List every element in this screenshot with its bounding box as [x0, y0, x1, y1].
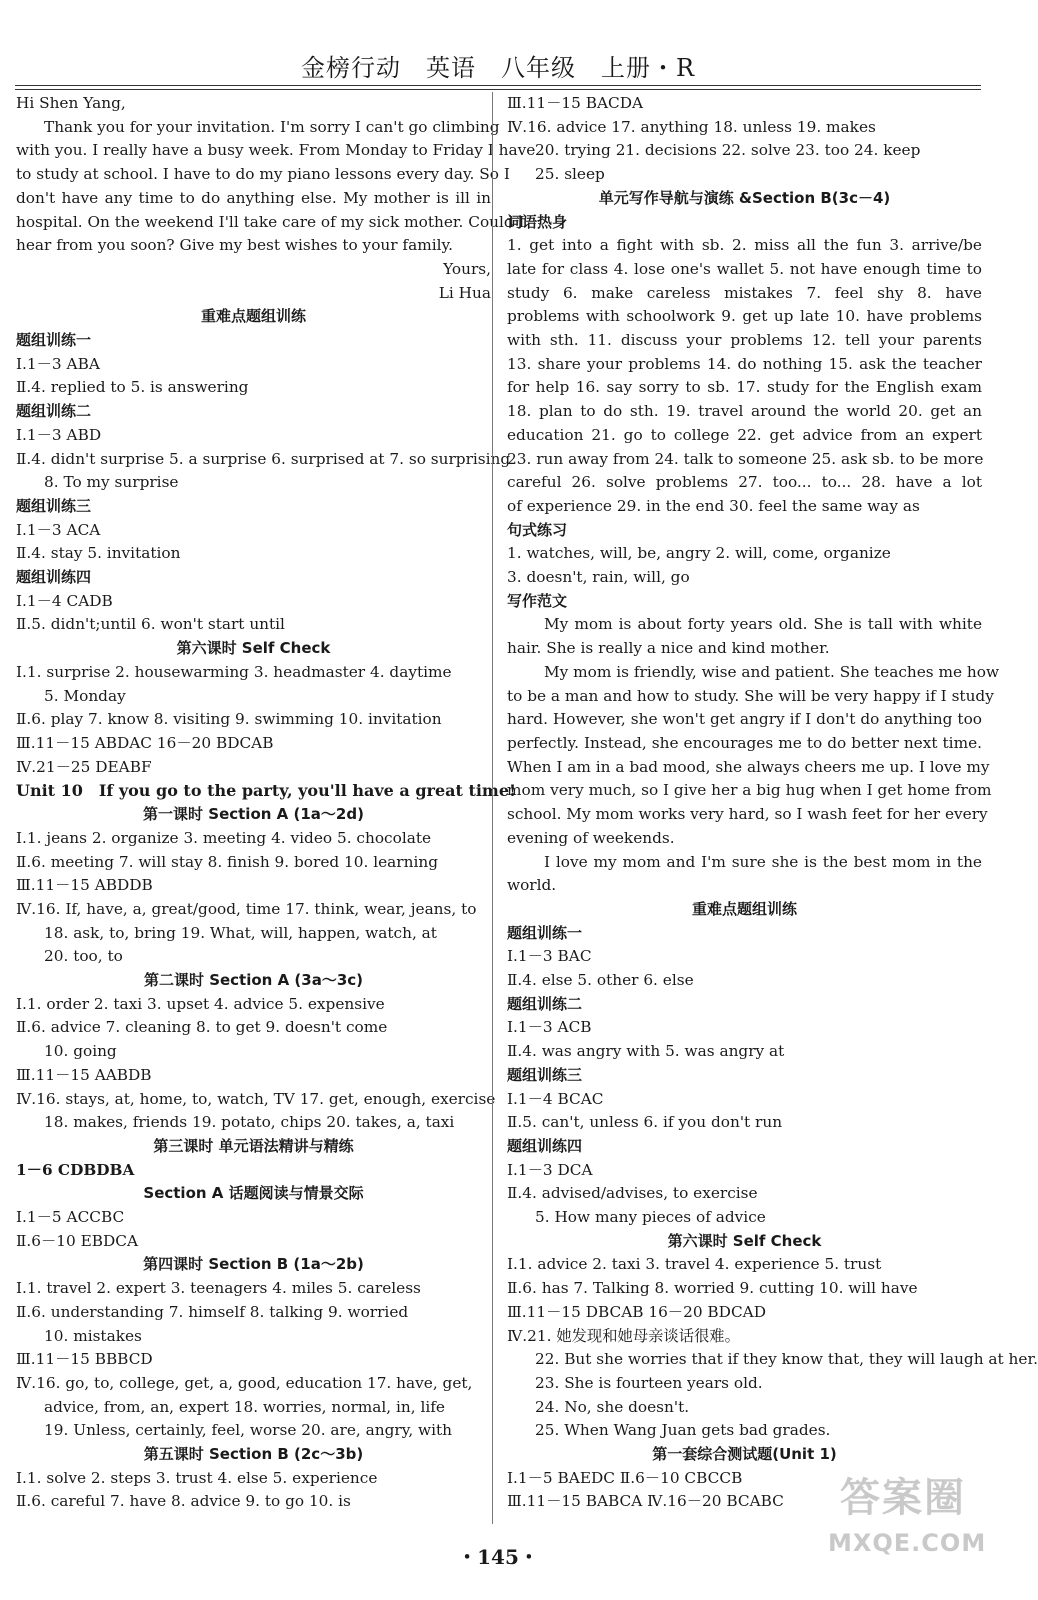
- paragraph-line: late for class 4. lose one's wallet 5. not have enough time to: [507, 259, 982, 278]
- answer-line: Ⅲ.11－15 ABDAC 16－20 BDCAB: [16, 733, 274, 752]
- answer-line: Hi Shen Yang,: [16, 94, 126, 112]
- paragraph-line: I love my mom and I'm sure she is the best mom in the: [544, 852, 982, 871]
- answer-line: 10. mistakes: [44, 1326, 142, 1345]
- paragraph-line: to be a man and how to study. She will be very happy if I study: [507, 686, 994, 705]
- answer-line: Ⅰ.1－3 ACA: [16, 520, 101, 539]
- answer-line: 10. going: [44, 1042, 117, 1061]
- paragraph-line: evening of weekends.: [507, 828, 675, 847]
- answer-line: Ⅱ.6. has 7. Talking 8. worried 9. cutting 10. will have: [507, 1279, 918, 1298]
- paragraph-line: problems with schoolwork 9. get up late 10. have problems: [507, 307, 982, 326]
- subsection-heading: 题组训练四: [16, 568, 92, 587]
- answer-line: Ⅱ.4. was angry with 5. was angry at: [507, 1042, 785, 1061]
- answer-line: 3. doesn't, rain, will, go: [507, 568, 690, 587]
- answer-line: Ⅲ.11－15 ABDDB: [16, 876, 153, 895]
- paragraph-line: 18. plan to do sth. 19. travel around the world 20. get an: [507, 402, 982, 421]
- header-rule: [15, 85, 981, 86]
- answer-line: Ⅱ.5. didn't;until 6. won't start until: [16, 615, 285, 634]
- section-title: 第四课时 Section B (1a～2b): [143, 1255, 364, 1274]
- paragraph-line: My mom is about forty years old. She is tall with white: [544, 615, 982, 634]
- answer-line: 5. How many pieces of advice: [535, 1208, 766, 1227]
- answer-line: Ⅰ.1－4 CADB: [16, 591, 113, 610]
- answer-line: Ⅰ.1－3 ABA: [16, 354, 100, 373]
- paragraph-line: don't have any time to do anything else. My mother is ill in: [16, 188, 491, 207]
- section-title: 第六课时 Self Check: [176, 639, 331, 658]
- paragraph-line: 23. run away from 24. talk to someone 25. ask sb. to be more: [507, 449, 984, 468]
- answer-line: Ⅳ.16. stays, at, home, to, watch, TV 17. get, enough, exercise: [16, 1089, 496, 1108]
- answer-line: 18. ask, to, bring 19. What, will, happen, watch, at: [44, 923, 437, 942]
- paragraph-line: education 21. go to college 22. get advice from an expert: [507, 425, 982, 444]
- answer-line: 1. watches, will, be, angry 2. will, come, organize: [507, 544, 891, 563]
- subsection-heading: 题组训练二: [16, 402, 92, 421]
- paragraph-line: hard. However, she won't get angry if I don't do anything too: [507, 710, 982, 729]
- answer-line: Ⅱ.6. play 7. know 8. visiting 9. swimming 10. invitation: [16, 710, 442, 729]
- answer-line: 23. She is fourteen years old.: [535, 1373, 763, 1392]
- subsection-heading: 题组训练三: [507, 1065, 583, 1084]
- answer-line: Ⅱ.6. meeting 7. will stay 8. finish 9. bored 10. learning: [16, 852, 438, 871]
- paragraph-line: to study at school. I have to do my piano lessons every day. So I: [16, 165, 510, 184]
- subsection-heading: 题组训练四: [507, 1136, 583, 1155]
- answer-line: Ⅰ.1－5 BAEDC Ⅱ.6－10 CBCCB: [507, 1468, 743, 1487]
- answer-line: 8. To my surprise: [44, 473, 179, 492]
- paragraph-line: mom very much, so I give her a big hug when I get home from: [507, 781, 992, 800]
- answer-line: Li Hua: [438, 283, 491, 302]
- paragraph-line: hear from you soon? Give my best wishes to your family.: [16, 236, 453, 255]
- paragraph-line: hospital. On the weekend I'll take care of my sick mother. Could I: [16, 212, 525, 231]
- answer-line: Ⅲ.11－15 BABCA Ⅳ.16－20 BCABC: [507, 1492, 784, 1511]
- subsection-heading: 句式练习: [507, 520, 568, 539]
- answer-line: Ⅳ.16. If, have, a, great/good, time 17. think, wear, jeans, to: [16, 899, 477, 918]
- paragraph-line: school. My mom works very hard, so I wash feet for her every: [507, 805, 988, 824]
- answer-line: Ⅰ.1－5 ACCBC: [16, 1208, 125, 1227]
- answer-line: Ⅳ.21. 她发现和她母亲谈话很难。: [507, 1326, 740, 1345]
- watermark-logo: [828, 1468, 987, 1588]
- answer-line: Yours,: [443, 259, 491, 278]
- answer-line: Ⅱ.6－10 EBDCA: [16, 1231, 139, 1250]
- section-title: 第三课时 单元语法精讲与精练: [153, 1136, 354, 1155]
- subsection-heading: 题组训练二: [507, 994, 583, 1013]
- header-rule-secondary: [15, 89, 981, 90]
- answer-line: 20. trying 21. decisions 22. solve 23. too 24. keep: [535, 141, 921, 160]
- answer-line: Ⅱ.5. can't, unless 6. if you don't run: [507, 1113, 783, 1132]
- paragraph-line: of experience 29. in the end 30. feel the same way as: [507, 496, 920, 515]
- page-number: ・145・: [457, 1545, 539, 1569]
- answer-line: Ⅰ.1－3 BAC: [507, 947, 592, 966]
- section-title: 单元写作导航与演练 &Section B(3c－4): [598, 188, 891, 207]
- answer-line: 20. too, to: [44, 947, 123, 966]
- paragraph-line: with you. I really have a busy week. From Monday to Friday I have: [16, 141, 536, 160]
- subsection-heading: 写作范文: [507, 591, 568, 610]
- paragraph-line: with sth. 11. discuss your problems 12. tell your parents: [507, 331, 982, 350]
- answer-line: 18. makes, friends 19. potato, chips 20. takes, a, taxi: [44, 1113, 455, 1132]
- paragraph-line: perfectly. Instead, she encourages me to do better next time.: [507, 733, 982, 752]
- paragraph-line: careful 26. solve problems 27. too... to... 28. have a lot: [507, 473, 982, 492]
- watermark-mark: 答案圈: [840, 1475, 966, 1521]
- answer-line: Ⅳ.16. advice 17. anything 18. unless 19. makes: [507, 117, 876, 136]
- section-title: Section A 话题阅读与情景交际: [143, 1184, 364, 1203]
- answer-line: 19. Unless, certainly, feel, worse 20. are, angry, with: [44, 1421, 453, 1440]
- answer-line: 24. No, she doesn't.: [535, 1397, 690, 1416]
- answer-line: 1－6 CDBDBA: [16, 1160, 135, 1179]
- answer-line: Ⅲ.11－15 BBBCD: [16, 1350, 153, 1369]
- section-title: 第六课时 Self Check: [667, 1231, 822, 1250]
- subsection-heading: 题组训练一: [16, 331, 92, 350]
- answer-line: Ⅰ.1－3 ACB: [507, 1018, 592, 1037]
- answer-line: Ⅰ.1. advice 2. taxi 3. travel 4. experience 5. trust: [507, 1255, 882, 1274]
- answer-line: Ⅰ.1－3 ABD: [16, 425, 102, 444]
- answer-line: 25. When Wang Juan gets bad grades.: [535, 1421, 831, 1440]
- watermark-url: MXQE.COM: [828, 1529, 987, 1557]
- paragraph-line: world.: [507, 876, 557, 895]
- answer-line: Ⅱ.4. stay 5. invitation: [16, 544, 181, 563]
- answer-line: Ⅰ.1. solve 2. steps 3. trust 4. else 5. experience: [16, 1468, 378, 1487]
- section-title: 重难点题组训练: [691, 899, 797, 918]
- answer-line: Ⅰ.1－4 BCAC: [507, 1089, 604, 1108]
- answer-line: Ⅰ.1. jeans 2. organize 3. meeting 4. video 5. chocolate: [16, 828, 432, 847]
- paragraph-line: for help 16. say sorry to sb. 17. study for the English exam: [507, 378, 982, 397]
- answer-line: Ⅱ.4. replied to 5. is answering: [16, 378, 249, 397]
- subsection-heading: 题组训练三: [16, 496, 92, 515]
- column-divider: [492, 92, 493, 1524]
- answer-line: Ⅲ.11－15 AABDB: [16, 1065, 152, 1084]
- section-title: 第一课时 Section A (1a～2d): [143, 805, 364, 824]
- answer-line: 5. Monday: [44, 686, 126, 705]
- section-title: 重难点题组训练: [200, 307, 306, 326]
- answer-line: Ⅱ.6. advice 7. cleaning 8. to get 9. doesn't come: [16, 1018, 388, 1037]
- answer-line: Ⅱ.6. understanding 7. himself 8. talking 9. worried: [16, 1302, 409, 1321]
- paragraph-line: 1. get into a fight with sb. 2. miss all the fun 3. arrive/be: [507, 236, 982, 255]
- answer-line: 22. But she worries that if they know that, they will laugh at her.: [535, 1350, 1038, 1369]
- subsection-heading: 题组训练一: [507, 923, 583, 942]
- answer-line: Ⅰ.1. travel 2. expert 3. teenagers 4. miles 5. careless: [16, 1279, 421, 1298]
- answer-line: Ⅱ.4. else 5. other 6. else: [507, 971, 694, 990]
- answer-line: Ⅰ.1－3 DCA: [507, 1160, 593, 1179]
- answer-line: Ⅳ.16. go, to, college, get, a, good, education 17. have, get,: [16, 1373, 473, 1392]
- answer-line: Ⅲ.11－15 BACDA: [507, 94, 644, 112]
- paragraph-line: hair. She is really a nice and kind mother.: [507, 639, 830, 658]
- unit-heading: Unit 10 If you go to the party, you'll have a great time!: [16, 781, 517, 801]
- section-title: 第一套综合测试题(Unit 1): [652, 1445, 837, 1464]
- answer-line: 25. sleep: [535, 165, 605, 184]
- paragraph-line: study 6. make careless mistakes 7. feel shy 8. have: [507, 283, 982, 302]
- answer-line: Ⅱ.6. careful 7. have 8. advice 9. to go 10. is: [16, 1492, 351, 1511]
- paragraph-line: When I am in a bad mood, she always cheers me up. I love my: [507, 757, 990, 776]
- answer-line: Ⅱ.4. didn't surprise 5. a surprise 6. surprised at 7. so surprising: [16, 449, 511, 468]
- paragraph-line: My mom is friendly, wise and patient. She teaches me how: [544, 662, 1000, 681]
- running-header: 金榜行动 英语 八年级 上册・R: [300, 54, 696, 82]
- answer-line: advice, from, an, expert 18. worries, normal, in, life: [44, 1397, 445, 1416]
- section-title: 第二课时 Section A (3a～3c): [143, 971, 364, 990]
- paragraph-line: 13. share your problems 14. do nothing 15. ask the teacher: [507, 354, 982, 373]
- section-title: 第五课时 Section B (2c～3b): [143, 1445, 364, 1464]
- answer-line: Ⅲ.11－15 DBCAB 16－20 BDCAD: [507, 1302, 766, 1321]
- answer-line: Ⅱ.4. advised/advises, to exercise: [507, 1184, 758, 1203]
- answer-line: Ⅳ.21－25 DEABF: [16, 757, 152, 776]
- answer-line: Ⅰ.1. order 2. taxi 3. upset 4. advice 5. expensive: [16, 994, 385, 1013]
- answer-line: Ⅰ.1. surprise 2. housewarming 3. headmaster 4. daytime: [16, 662, 452, 681]
- right-column: [507, 92, 1038, 1514]
- paragraph-line: Thank you for your invitation. I'm sorry I can't go climbing: [44, 117, 500, 136]
- subsection-heading: 词语热身: [507, 212, 568, 231]
